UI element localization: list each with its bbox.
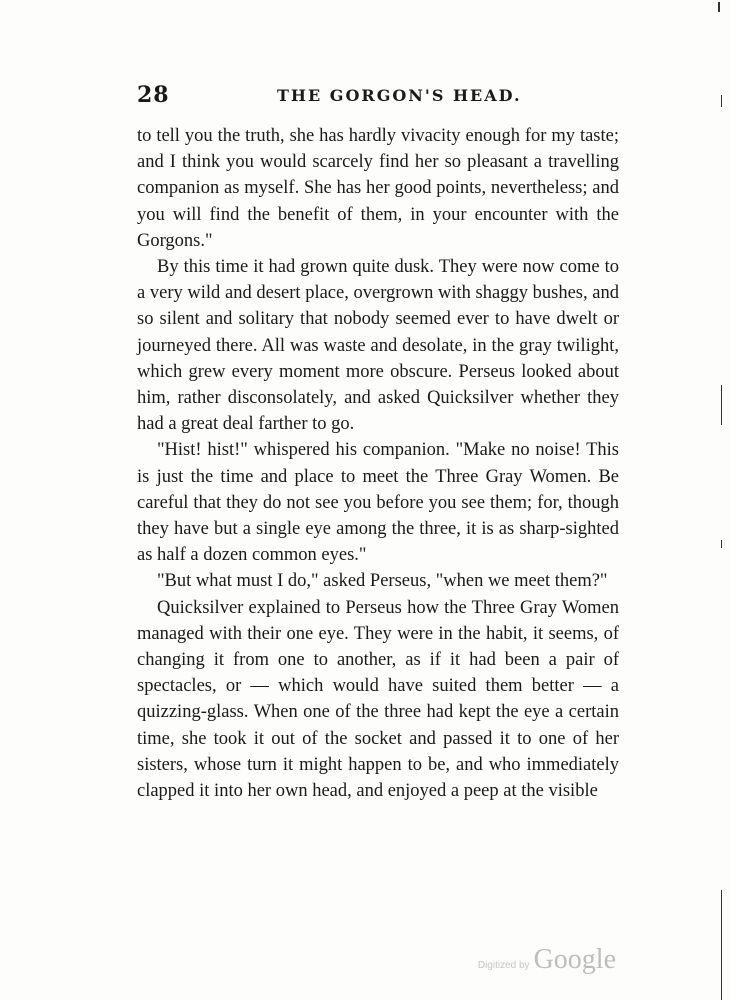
paragraph: "But what must I do," asked Perseus, "when we meet them?" [157,571,608,592]
paragraph-continuation: to tell you the truth, she has hardly vivacity enough for my taste; and I think you would scarcely find her so pleasant a travelling companion as myself. She has her good points, nevertheless; and you will find the benefit of them, in your encounter with the Gorgons." [137,126,619,251]
scan-edge-mark [721,95,722,107]
paragraph: By this time it had grown quite dusk. They were now come to a very wild and desert place, overgrown with shaggy bushes, and so silent and solitary that nobody seemed ever to have dwelt or journeyed there. All was waste and desolate, in the gray twilight, which grew every moment more obscure. Perseus looked about him, rather disconsolately, and asked Quicksilver whether they had a great deal farther to go. [137,257,619,435]
watermark-logo: Google [533,944,616,975]
digitization-watermark [478,944,616,976]
paragraph: Quicksilver explained to Perseus how the Three Gray Women managed with their one eye. They were in the habit, it seems, of changing it from one to another, as if it had been a pair of spectacles, or — which would have suited them better — a quizzing-glass. When one of the three had kept the eye a certain time, she took it out of the socket and passed it to one of her sisters, whose turn it might happen to be, and who immediately clapped it into her own head, and enjoyed a peep at the visible [137,597,619,802]
scan-edge-mark [721,540,722,548]
scan-edge-mark [721,385,722,425]
paragraph: "Hist! hist!" whispered his companion. "Make no noise! This is just the time and place to meet the Three Gray Women. Be careful that they do not see you before you see them; for, though they have but a single eye among the three, it is as sharp-sighted as half a dozen common eyes." [137,440,619,566]
scan-edge-mark [721,890,722,1000]
page-number: 28 [137,82,170,108]
page-header [137,82,619,112]
running-head: THE GORGON'S HEAD. [277,86,522,105]
body-text [137,123,619,804]
watermark-prefix: Digitized by [477,960,530,971]
scan-edge-mark [718,2,720,12]
